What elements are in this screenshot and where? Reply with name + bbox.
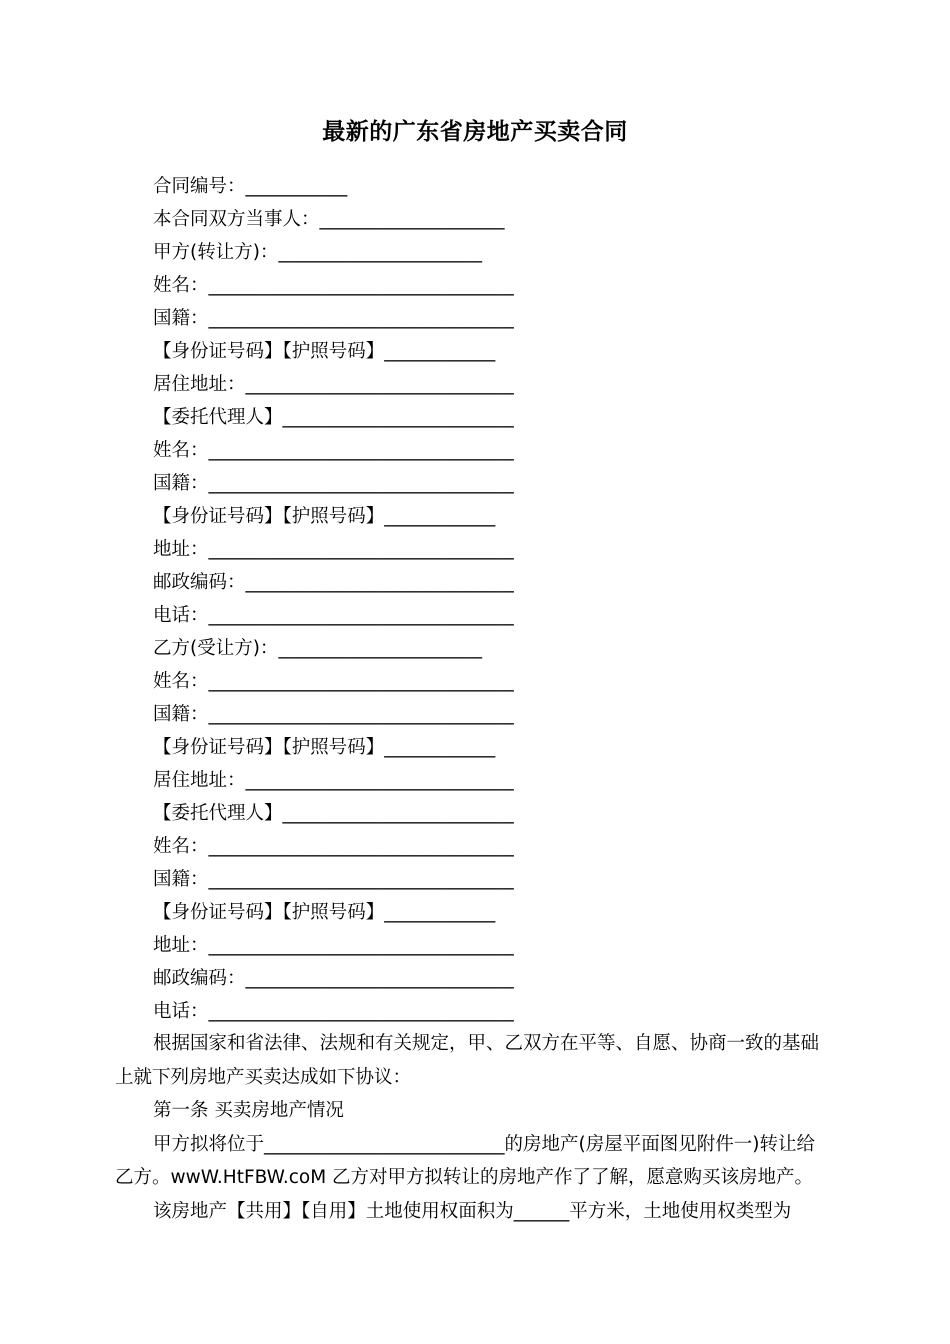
field-label: 【身份证号码】【护照号码】 bbox=[153, 902, 385, 923]
field-label: 国籍： bbox=[153, 308, 209, 329]
field-blank[interactable]: _________________________ bbox=[282, 803, 514, 824]
field-blank[interactable]: _________________________________ bbox=[208, 869, 514, 890]
form-field-row bbox=[153, 170, 514, 203]
contract-body bbox=[115, 1027, 830, 1228]
form-field-row bbox=[153, 467, 514, 500]
text-segment: 该房地产【共用】【自用】土地使用权面积为 bbox=[153, 1200, 514, 1222]
field-label: 居住地址： bbox=[153, 770, 246, 791]
field-blank[interactable]: _________________________________ bbox=[208, 275, 514, 296]
field-blank[interactable]: _____________________________ bbox=[245, 572, 514, 593]
field-label: 邮政编码： bbox=[153, 572, 246, 593]
field-label: 【身份证号码】【护照号码】 bbox=[153, 341, 385, 362]
form-field-row bbox=[153, 632, 514, 665]
field-blank[interactable]: _________________________________ bbox=[208, 473, 514, 494]
field-label: 姓名： bbox=[153, 440, 209, 461]
field-label: 【身份证号码】【护照号码】 bbox=[153, 737, 385, 758]
field-label: 国籍： bbox=[153, 869, 209, 890]
field-label: 地址： bbox=[153, 935, 209, 956]
field-label: 甲方(转让方)： bbox=[153, 242, 279, 263]
field-label: 电话： bbox=[153, 1001, 209, 1022]
area-blank[interactable]: ______ bbox=[513, 1200, 570, 1222]
field-label: 【委托代理人】 bbox=[153, 803, 283, 824]
field-blank[interactable]: _________________________________ bbox=[208, 836, 514, 857]
form-field-row bbox=[153, 830, 514, 863]
text-segment: 平方米，土地使用权类型为 bbox=[569, 1200, 792, 1222]
preamble-paragraph: 根据国家和省法律、法规和有关规定，甲、乙双方在平等、自愿、协商一致的基础上就下列房地产买卖达成如下协议： bbox=[115, 1033, 820, 1088]
field-label: 合同编号： bbox=[153, 176, 246, 197]
form-field-row bbox=[153, 434, 514, 467]
field-label: 【委托代理人】 bbox=[153, 407, 283, 428]
form-field-row bbox=[153, 896, 514, 929]
form-field-row bbox=[153, 533, 514, 566]
field-label: 乙方(受让方)： bbox=[153, 638, 279, 659]
field-blank[interactable]: ____________ bbox=[384, 506, 496, 527]
form-field-row bbox=[153, 962, 514, 995]
form-field-row bbox=[153, 236, 514, 269]
field-label: 本合同双方当事人： bbox=[153, 209, 320, 230]
field-blank[interactable]: _____________________________ bbox=[245, 968, 514, 989]
form-field-row bbox=[153, 995, 514, 1028]
field-label: 【身份证号码】【护照号码】 bbox=[153, 506, 385, 527]
text-segment: 的房地产(房屋平面图见附件一)转让给乙方。wwW.HtFBW.coM 乙方对甲方拟转让的房地产作了了解，愿意购买该房地产。 bbox=[115, 1133, 815, 1188]
article-1-paragraph-2 bbox=[115, 1195, 830, 1229]
field-blank[interactable]: _________________________________ bbox=[208, 935, 514, 956]
field-blank[interactable]: _________________________________ bbox=[208, 308, 514, 329]
field-blank[interactable]: _________________________________ bbox=[208, 671, 514, 692]
form-field-row bbox=[153, 698, 514, 731]
field-blank[interactable]: ____________ bbox=[384, 341, 496, 362]
form-field-row bbox=[153, 203, 514, 236]
field-blank[interactable]: ______________________ bbox=[278, 638, 482, 659]
article-1-paragraph-1 bbox=[115, 1128, 830, 1195]
form-field-row bbox=[153, 500, 514, 533]
form-field-row bbox=[153, 731, 514, 764]
field-label: 姓名： bbox=[153, 671, 209, 692]
field-blank[interactable]: _________________________________ bbox=[208, 704, 514, 725]
form-field-row bbox=[153, 566, 514, 599]
field-blank[interactable]: _____________________________ bbox=[245, 374, 514, 395]
party-info-fields bbox=[153, 170, 514, 1028]
field-label: 居住地址： bbox=[153, 374, 246, 395]
field-label: 国籍： bbox=[153, 473, 209, 494]
field-label: 邮政编码： bbox=[153, 968, 246, 989]
form-field-row bbox=[153, 665, 514, 698]
field-blank[interactable]: _________________________________ bbox=[208, 605, 514, 626]
form-field-row bbox=[153, 863, 514, 896]
field-blank[interactable]: _____________________________ bbox=[245, 770, 514, 791]
form-field-row bbox=[153, 335, 514, 368]
form-field-row bbox=[153, 764, 514, 797]
field-blank[interactable]: _________________________ bbox=[282, 407, 514, 428]
article-1-heading: 第一条 买卖房地产情况 bbox=[153, 1100, 344, 1121]
document-title: 最新的广东省房地产买卖合同 bbox=[322, 119, 628, 145]
field-blank[interactable]: ______________________ bbox=[278, 242, 482, 263]
form-field-row bbox=[153, 929, 514, 962]
field-blank[interactable]: _________________________________ bbox=[208, 1001, 514, 1022]
field-blank[interactable]: ___________ bbox=[245, 176, 348, 197]
field-label: 国籍： bbox=[153, 704, 209, 725]
field-label: 姓名： bbox=[153, 836, 209, 857]
field-label: 地址： bbox=[153, 539, 209, 560]
form-field-row bbox=[153, 401, 514, 434]
form-field-row bbox=[153, 269, 514, 302]
form-field-row bbox=[153, 599, 514, 632]
field-blank[interactable]: ____________ bbox=[384, 902, 496, 923]
form-field-row bbox=[153, 797, 514, 830]
field-label: 电话： bbox=[153, 605, 209, 626]
field-blank[interactable]: _________________________________ bbox=[208, 539, 514, 560]
field-blank[interactable]: ____________________ bbox=[319, 209, 505, 230]
field-blank[interactable]: ____________ bbox=[384, 737, 496, 758]
text-segment: 甲方拟将位于 bbox=[153, 1133, 265, 1155]
field-blank[interactable]: _________________________________ bbox=[208, 440, 514, 461]
location-blank[interactable]: __________________________ bbox=[264, 1133, 505, 1155]
form-field-row bbox=[153, 368, 514, 401]
field-label: 姓名： bbox=[153, 275, 209, 296]
form-field-row bbox=[153, 302, 514, 335]
